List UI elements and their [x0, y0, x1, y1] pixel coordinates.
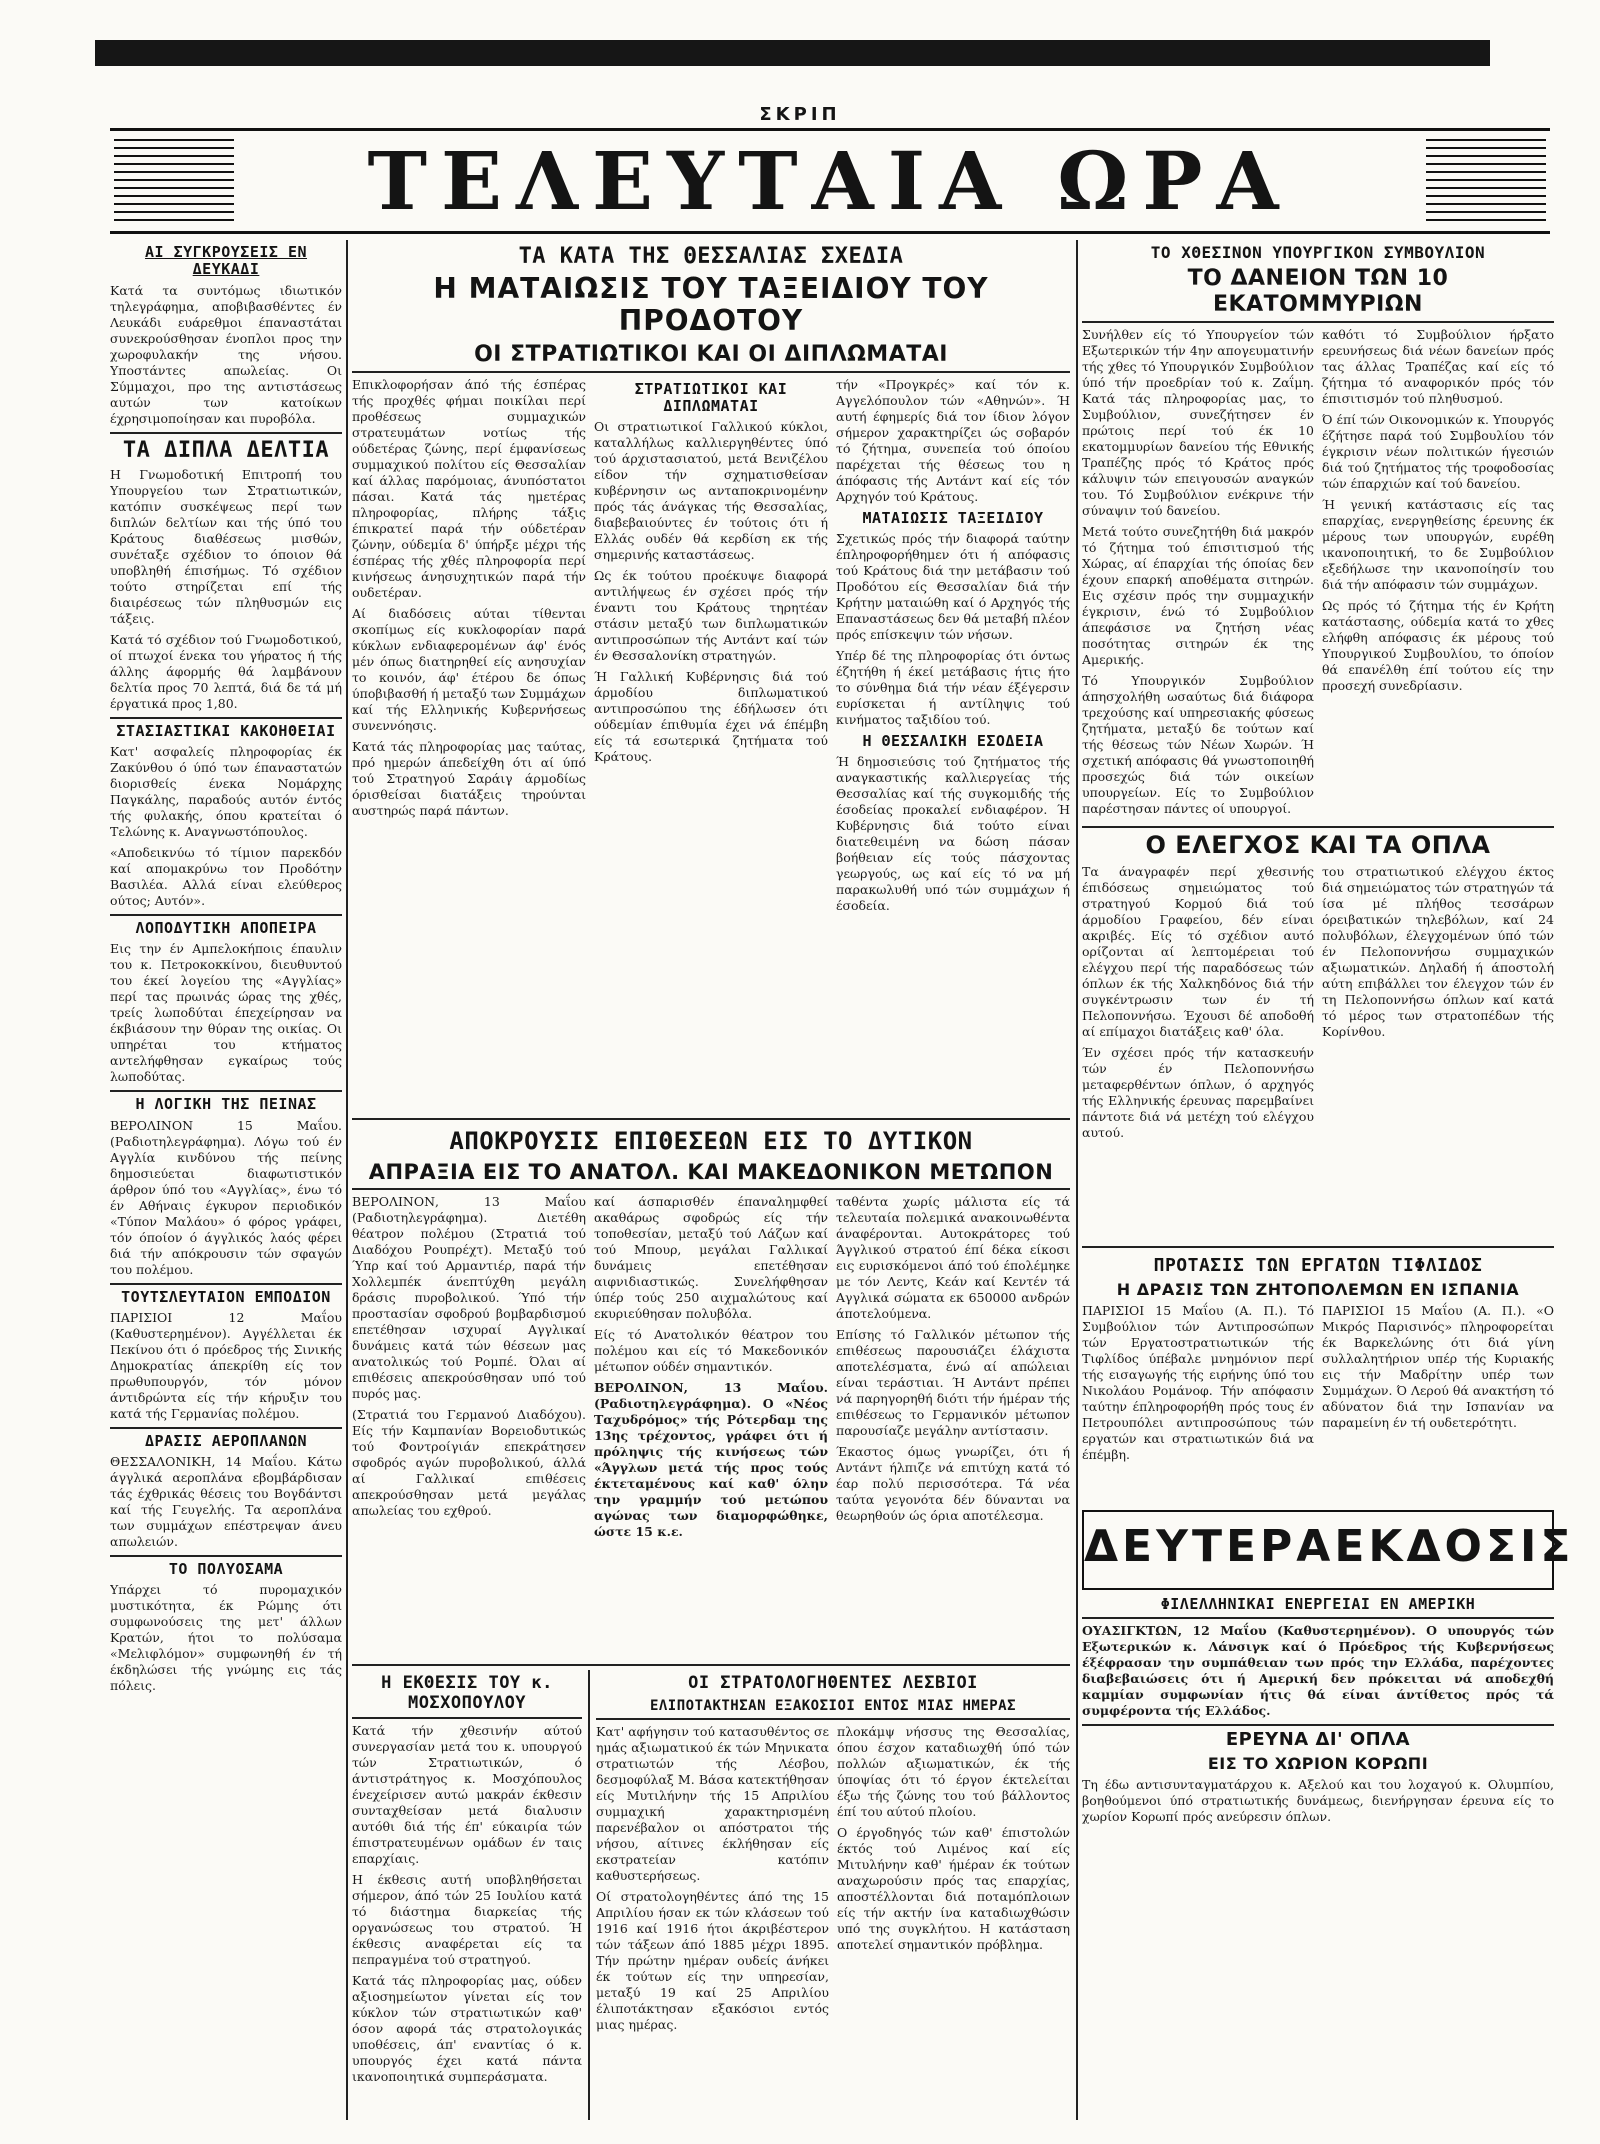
article-text: Έκαστος όμως γνωρίζει, ότι ή Αντάντ ήλπιζε νά επιτύχη κατά τό έαρ πολύ περισσότερα. Τά νέα ταύτα γεγονότα δέν δύνανται να θεωρηθούν ώς όρια αποτέλεσμα.: [836, 1443, 1070, 1523]
divider: [1082, 826, 1554, 828]
divider: [352, 1664, 1070, 1666]
article-headline: ΤΑ ΔΙΠΛΑ ΔΕΛΤΙΑ: [122, 437, 330, 463]
article-text: Κατ' αφήγησιν τού κατασυθέντος σε ημάς αξιωματικού έκ τών Μηνικατα στρατιωτών τής Λέσβου, δεσμοφύλαξ Μ. Βάσα κατεκτήθησαν είς Μυτιλήνην τής 15 Απριλίου συμμαχική χαρακτηρισμένη παρενέβαλον οι απόστρατοι τής νήσου, αίτινες έκλήθησαν είς εκστρατείαν κατόπιν καθυστερήσεως.: [596, 1723, 829, 1883]
article-text: Η έκθεσις αυτή υποβληθήσεται σήμερον, άπό τών 25 Ιουλίου κατά τό διάστημα διαρκείας τής οργανώσεως του στρατού. Ή έκθεσις αναφέρεται είς τα πεπραγμένα τού στρατηγού.: [352, 1872, 582, 1968]
subcolumn: [352, 377, 586, 920]
column-center-bottom-right: [596, 1670, 1070, 2120]
article-text: καθότι τό Συμβούλιον ήρξατο ερευνήσεως διά νέων δανείων πρός τας άλλας Τραπέζας καί είς τό ζήτημα τό αναφορικόν πρός τόν έπισιτισμόν τού πληθυσμού.: [1322, 326, 1554, 406]
article-text: Υπέρ δέ της πληροφορίας ότι όντως έζητήθη ή έκεί μετάβασις ήτις ήτο το σύνθημα διά τήν νέαν έξέγερσιν ευρίσκεται ή αντίληψις τού κινήματος ταξιδίου τού.: [836, 648, 1070, 728]
banner-ornament-right: [1426, 139, 1546, 221]
divider: [352, 1717, 582, 1719]
masthead-black-bar: [95, 40, 1490, 66]
article-text: Ως πρός τό ζήτημα τής έν Κρήτη κατάστασης, ούδεμία κατά το χθες ελήφθη απόφασις έκ μέρους τού Υπουργικού Συμβουλίου, το όποίον θά επανέλθη έπί τούτου είς την προσεχή συνεδρίασιν.: [1322, 597, 1554, 693]
article-text: Είς τό Ανατολικόν θέατρον του πολέμου και είς τό Μακεδονικόν μέτωπον ούδέν σημαντικόν.: [594, 1326, 828, 1374]
article-kicker: ΤΟ ΧΘΕΣΙΝΟΝ ΥΠΟΥΡΓΙΚΟΝ ΣΥΜΒΟΥΛΙΟΝ: [1150, 243, 1486, 262]
subcolumn: [596, 1724, 829, 2038]
article-headline: ΕΡΕΥΝΑ ΔΙ' ΟΠΛΑ: [1225, 1729, 1411, 1751]
divider: [1082, 1724, 1554, 1726]
subcolumn: [1082, 1303, 1314, 1468]
divider: [110, 1427, 342, 1429]
article-text: Ό έπί τών Οικονομικών κ. Υπουργός έζήτησε παρά τού Συμβουλίου τόν έγκρισιν νέων πολιτικών ήγεσιών διά τού ζητήματος τής τροφοδοσίας τών έπαρχιών καί τού δανείου.: [1322, 411, 1554, 491]
article-text: πλοκάμψ νήσσυς της Θεσσαλίας, όπου έσχον καταδιωχθή ύπό τών πολλών αξιωματικών, έκ τής ύποψίας ότι τό έργον έκτελείται έξω τής ζώνης του τού βάλλοντος έπί του αύτού πλοίου.: [837, 1723, 1070, 1819]
article-text: Κατ' ασφαλείς πληροφορίας έκ Ζακύνθου ό ύπό των έπαναστατών διορισθείς ένεκα Νομάρχης Παγκάλης, παραδούς αυτόν έντός τής φυλακής, όπου κρατείται ό Τελώνης κ. Αναγνωστόπουλος.: [110, 744, 342, 840]
article-text: Κατά τάς πληροφορίας μας, ούδεν αξιοσημείωτον γίνεται είς τον κύκλον τών στρατιωτικών καθ' όσον αφορά τάς στρατολογικάς υποθέσεις, άπ' εναντίας ό κ. υπουργός έχει κατά πάντα ικανοποιητικά συμπεράσματα.: [352, 1973, 582, 2085]
subcolumn: [836, 377, 1070, 920]
column-right-top: [1082, 240, 1554, 1240]
subcolumn: [594, 377, 828, 920]
article-headline: ΤΟ ΠΟΛΥΟΣΑΜΑ: [168, 1560, 284, 1579]
three-subcolumns: [352, 377, 1070, 920]
subcolumn: [1082, 864, 1314, 1146]
divider: [1082, 321, 1554, 323]
article-text: τήν «Προγκρές» καί τόν κ. Αγγελόπουλον τών «Αθηνών». Ή αυτή έφημερίς διά τον ίδιον λόγον σήμερον χαρακτηρίζει ώς σοβαρόν τό ζήτημα, συνεπεία τού όποίου παρέχεται τής θέσεως του η άπόφασις τής Αντάντ καί είς τόν Αρχηγόν τού Κράτους.: [836, 376, 1070, 504]
article-text: Επίσης τό Γαλλικόν μέτωπον τής επιθέσεως παρουσιάζει έλάχιστα αποτελέσματα, ένώ αί απώλειαι είναι τεράστιαι. Ή Αντάντ πρέπει νά παρηγορηθή διότι τήν ήμέραν τής επιθέσεως το Γερμανικόν μέτωπον παρουσίαζε μεγάλην αντίστασιν.: [836, 1326, 1070, 1438]
column-rule: [1076, 240, 1078, 2120]
article-subhead: ΑΠΡΑΞΙΑ ΕΙΣ ΤΟ ΑΝΑΤΟΛ. ΚΑΙ ΜΑΚΕΔΟΝΙΚΟΝ ΜΕΤΩΠΟΝ: [368, 1159, 1054, 1184]
article-text: ΘΕΣΣΑΛΟΝΙΚΗ, 14 Μαΐου. Κάτω άγγλικά αεροπλάνα εβομβάρδισαν τάς έχθρικάς θέσεις του Βογδάντσι καί τής Γευγελής. Τα αεροπλάνα των συμμάχων επέστρεψαν άνευ απωλειών.: [110, 1454, 342, 1550]
article-text: Ή δημοσιεύσις τού ζητήματος τής αναγκαστικής καλλιεργείας τής Θεσσαλίας καί τής συγκομιδής τής έσοδείας προκαλεί ενδιαφέρον. Ή Κυβέρνησις διά τούτο είναι διατεθειμένη να δώση πάσαν βοήθειαν είς τούς πάσχοντας γεωργούς, ως καί είς τό να μή παρακωλυθή υπό τών συμμάχων ή έσοδεία.: [836, 754, 1070, 914]
article-headline: ΛΟΠΟΔΥΤΙΚΗ ΑΠΟΠΕΙΡΑ: [135, 919, 317, 938]
second-edition-box: [1082, 1510, 1575, 1590]
section-banner: [110, 128, 1550, 234]
divider: [352, 1118, 1070, 1120]
column-center-middle: [352, 1124, 1070, 1660]
article-text: Εις την έν Αμπελοκήποις έπαυλιν του κ. Πετροκοκκίνου, διευθυντού του έκεί λογείου της «Αγγλίας» περί τας πρωινάς ώρας της χθές, τρείς λωποδύται έπεχείρησαν να έκβιάσουν την θύραν της οικίας. Οι υπηρέται του κτήματος αντελήφθησαν εγκαίρως τούς λωποδύτας.: [110, 941, 342, 1085]
article-headline: Η ΕΚΘΕΣΙΣ ΤΟΥ κ. ΜΟΣΧΟΠΟΥΛΟΥ: [381, 1673, 553, 1713]
article-text: Κατά τα συντόμως ιδιωτικόν τηλεγράφημα, αποβιβασθέντες έν Λευκάδι ευάρεθμοι έπαναστάται συνεκρούσθησαν ένοπλοι προς την χωροφυλακήν της νήσου. Υποστάντες απωλείας. Οι Σύμμαχοι, προ της αντιστάσεως αυτών των κατοίκων έχρησιμοποίησαν και πυροβόλα.: [110, 282, 342, 426]
subcolumn: [594, 1194, 828, 1545]
divider: [110, 432, 342, 434]
banner-ornament-left: [114, 139, 234, 221]
article-text: ΟΥΑΣΙΓΚΤΩΝ, 12 Μαΐου (Καθυστερημένον). Ο υπουργός τών Εξωτερικών κ. Λάνσιγκ καί ό Πρόεδρος τής Κυβερνήσεως έξέφρασαν την συμπάθειαν των πρός την Ελλάδα, παρέχοντες διαβεβαιώσεις ότι ή Αμερική δεν πρόκειται νά αποδεχθή καμμίαν συμφωνίαν ήτις θά είναι άντίθετος πρός τά συμφέροντα τής Ελλάδος.: [1082, 1623, 1554, 1719]
three-subcolumns: [352, 1194, 1070, 1545]
article-text: «Αποδεικνύω τό τίμιον παρεκδόν καί απομακρύνω τον Προδότην Βασιλέα. Αλλά είναι ελεύθερος ούτος; Αυτόν».: [110, 845, 342, 909]
column-rule: [588, 1670, 590, 2120]
article-subhead: ΕΙΣ ΤΟ ΧΩΡΙΟΝ ΚΟΡΩΠΙ: [1207, 1753, 1429, 1773]
column-right-bottom: [1082, 1592, 1554, 2120]
divider: [1082, 1246, 1554, 1248]
article-text: ΠΑΡΙΣΙΟΙ 15 Μαΐου (Α. Π.). Τό Συμβούλιον τών Αντιπροσώπων τών Εργατοστρατιωτικών τής Τιφλίδος ύπέβαλε μνημόνιον περί τής εισαγωγής τής ειρήνης ύπό του Νικολάου Ρομάνοφ. Τήν απόφασιν ταύτην έπληροφορήθη πρός τους έν Πετρουπόλει αντιπροσώπους τών εργατών και στρατιωτικών διά να έπέμβη.: [1082, 1303, 1314, 1463]
two-subcolumns: [1082, 864, 1554, 1146]
two-subcolumns: [1082, 1303, 1554, 1468]
article-text: Τα άναγραφέν περί χθεσινής έπιδόσεως σημειώματος τού στρατηγού Κορμού διά τού άρμοδίου Γραφείου, δέν είναι ακριβές. Είς τό σχέδιον αυτό ορίζονται αί λεπτομέρειαι τού ελέγχου περί τής παραδόσεως τών όπλων έκ τής Χαλκηδόνος διά τήν συγκέντρωσιν των έν τή Πελοποννήσω. Έχουσι δέ αποδοθή αί επίμαχοι διατάξεις καθ' όλα.: [1082, 863, 1314, 1039]
article-text: Τό Υπουργικόν Συμβούλιον άπησχολήθη ωσαύτως διά διάφορα τρεχούσης καί υπηρεσιακής φύσεως ζητήματα, μεταξύ δε τούτων καί τής θέσεως τών Νέων Χωρών. Ή σχετική απόφασις θά γνωστοποιηθή προσεχώς διά τών οικείων υπουργείων. Είς το Συμβούλιον παρέστησαν πάντες οί υπουργοί.: [1082, 672, 1314, 816]
article-text: Ή γενική κατάστασις είς τας επαρχίας, ενεργηθείσης έρευνης έκ μέρους των υπουργών, ευρέθη ικανοποιητική, το δε Συμβούλιον εξεδήλωσε την ικανοποίησίν του διά τήν απόφασιν τών συμμάχων.: [1322, 496, 1554, 592]
article-text: Κατά τήν χθεσινήν αύτού συνεργασίαν μετά του κ. υπουργού τών Στρατιωτικών, ό άντιστράτηγος κ. Μοσχόπουλος ένεχείρισεν αυτώ μακράν έκθεσιν συνταχθείσαν μετά διαλυσιν αυτόθι διά τής έπ' εύκαιρία τών έπιστρατευμένων ομάδων έν ταις επαρχίαις.: [352, 1723, 582, 1867]
divider: [1082, 1617, 1554, 1619]
article-headline: Η ΛΟΓΙΚΗ ΤΗΣ ΠΕΙΝΑΣ: [135, 1095, 317, 1114]
article-subhead: ΟΙ ΣΤΡΑΤΙΩΤΙΚΟΙ ΚΑΙ ΟΙ ΔΙΠΛΩΜΑΤΑΙ: [474, 341, 948, 367]
article-text: του στρατιωτικού ελέγχου έκτος διά σημειώματος τών στρατηγών τά ίσα μέ πλήθος τεσσάρων όρειβατικών τηλεβόλων, καί 24 πολυβόλων, έλεγχομένων ύπό τών έν Πελοποννήσω συμμαχικών αξιωματικών. Δηλαδή ή άποστολή αύτη επιβάλλει τον έλεγχον τών έν τη Πελοποννήσω όπλων καί κατά τό μέρος των στρατοπέδων τής Κορίνθου.: [1322, 863, 1554, 1039]
subcolumn: [1322, 1303, 1554, 1468]
section-headline: ΜΑΤΑΙΩΣΙΣ ΤΑΞΕΙΔΙΟΥ: [862, 508, 1044, 527]
article-text: Υπάρχει τό πυρομαχικόν μυστικότητα, έκ Ρώμης ότι συμφωνούσεις της μετ' άλλων Κρατών, ήτοι το πολύσαμα «Μελιφλόμον» συμφωνηθή έν τή έκδηλώσει τής γνώμης εις τάς πόλεις.: [110, 1582, 342, 1694]
column-left: [110, 240, 342, 2120]
article-text: Σχετικώς πρός τήν διαφορά ταύτην έπληροφορήθημεν ότι ή απόφασις τού Κράτους διά την μετάβασιν τού Προδότου είς Θεσσαλίαν διά τήν Κρήτην ματαιώθη καί ό Αρχηγός τής Επαναστάσεως δεν θά μεταβή πλέον πρός επίσκεψιν τών νήσων.: [836, 531, 1070, 643]
section-headline: ΣΤΡΑΤΙΩΤΙΚΟΙ ΚΑΙ ΔΙΠΛΩΜΑΤΑΙ: [634, 379, 788, 416]
subcolumn: [352, 1194, 586, 1545]
paper-name: ΣΚΡΙΠ: [759, 104, 841, 125]
article-headline: ΠΡΟΤΑΣΙΣ ΤΩΝ ΕΡΓΑΤΩΝ ΤΙΦΛΙΔΟΣ: [1153, 1255, 1483, 1276]
article-text: (Στρατιά του Γερμανού Διαδόχου). Είς τήν Καμπανίαν Βορειοδυτικώς τού Φοντροίγιάν επεκράτησεν σφοδρός αγών πυροβολικού, άλλά αί Γαλλικαί επιθέσεις απεκρούσθησαν μετά μεγάλας απωλείας του εχθρού.: [352, 1406, 586, 1518]
article-text: ΒΕΡΟΛΙΝΟΝ, 13 Μαΐου (Ραδιοτηλεγράφημα). Διετέθη θέατρον πολέμου (Στρατιά τού Διαδόχου Ρουπρέχτ). Μεταξύ τού Ύπρ καί τού Αρμαντιέρ, παρά τήν Χολλεμπέκ άνεπτύχθη μεγάλη δράσις πυροβολικού. Ύπό τήν προστασίαν σφοδρού βομβαρδισμού επετέθησαν ισχυραί Αγγλικαί δυνάμεις κατά τών θέσεων μας ανατολικώς τού Ρομπέ. Όλαι αί επιθέσεις απεκρούσθησαν υπό τού πυρός μας.: [352, 1193, 586, 1401]
subcolumn: [1322, 864, 1554, 1146]
divider: [596, 1718, 1070, 1720]
divider: [352, 371, 1070, 373]
article-text: Κατά τό σχέδιον τού Γνωμοδοτικού, οί πτωχοί ένεκα του γήρατος ή τής άλλης άφορμής θά λαμβάνουν δελτία προς 70 λεπτά, διά δε τά μή έργατικά προς 1,80.: [110, 631, 342, 711]
article-text: Τη έδω αντισυνταγματάρχου κ. Αξελού και του λοχαγού κ. Ολυμπίου, βοηθούμενοι ύπό στρατιωτικής δυνάμεως, διενήργησαν έρευνα είς το χωρίον Κορωπί πρός ανεύρεσιν όπλων.: [1082, 1777, 1554, 1825]
article-text: Συνήλθεν είς τό Υπουργείον τών Εξωτερικών τήν 4ην απογευματινήν τής χθες τό Υπουργικόν Συμβούλιον ύπό τήν προεδρίαν τού κ. Ζαΐμη. Κατά τάς πληροφορίας μας, το Συμβούλιον, συνεζήτησεν έν πρώτοις περί τού έκ 10 εκατομμυρίων δανείου τής Εθνικής Τραπέζης πρός τό Κράτος πρός κάλυψιν τών επειγουσών αναγκών του. Τό Συμβούλιον ενέκρινε τήν σύναψιν τού δανείου.: [1082, 326, 1314, 518]
article-subhead: ΕΛΙΠΟΤΑΚΤΗΣΑΝ ΕΞΑΚΟΣΙΟΙ ΕΝΤΟΣ ΜΙΑΣ ΗΜΕΡΑΣ: [649, 1697, 1017, 1714]
article-headline: ΤΟ ΔΑΝΕΙΟΝ ΤΩΝ 10 ΕΚΑΤΟΜΜΥΡΙΩΝ: [1187, 266, 1449, 317]
article-headline: ΣΤΑΣΙΑΣΤΙΚΑΙ ΚΑΚΟΗΘΕΙΑΙ: [116, 721, 336, 740]
article-subhead: Η ΔΡΑΣΙΣ ΤΩΝ ΖΗΤΟΠΟΛΕΜΩΝ ΕΝ ΙΣΠΑΝΙΑ: [1116, 1279, 1520, 1299]
article-text: Οι στρατιωτικοί Γαλλικού κύκλοι, καταλλήλως καλλιεργηθέντες ύπό τού άρχιστασιατού, μετά Βενιζέλου είδον τήν σχηματισθείσαν κυβέρνησιν ως ανταποκρινομένην πρός τάς άνάγκας τής Θεσσαλίας, διαβεβαιούντες έν τούτοις ότι ή Ελλάς ουδέν θά κερδίση εκ τής σημερινής καταστάσεως.: [594, 419, 828, 563]
article-headline: ΦΙΛΕΛΛΗΝΙΚΑΙ ΕΝΕΡΓΕΙΑΙ ΕΝ ΑΜΕΡΙΚΗ: [1160, 1595, 1476, 1613]
divider: [352, 1188, 1070, 1190]
subcolumn: [1322, 327, 1554, 822]
column-right-middle: [1082, 1252, 1554, 1504]
article-text: Έν σχέσει πρός τήν κατασκευήν τών έν Πελοποννήσω μεταφερθέντων όπλων, ό αρχηγός τής Ελληνικής έρευνας παρεμβαίνει πάντοτε διά νά μετέχη τού ελέγχου αυτού.: [1082, 1044, 1314, 1140]
article-headline: ΑΠΟΚΡΟΥΣΙΣ ΕΠΙΘΕΣΕΩΝ ΕΙΣ ΤΟ ΔΥΤΙΚΟΝ: [449, 1127, 973, 1155]
article-text: ΒΕΡΟΛΙΝΟΝ, 13 Μαΐου. (Ραδιοτηλεγράφημα). Ο «Νέος Ταχυδρόμος» τής Ρότερδαμ της 13ης τρέχοντος, γράφει ότι ή πρόληψις τής κινήσεως τών «Άγγλων μετά τής προς τούς έκτεταμένους καί καθ' όλην την γραμμήν τού μετώπου αγώνας των διαμορφώθηκε, ώστε 15 κ.ε.: [594, 1379, 828, 1539]
article-text: ΠΑΡΙΣΙΟΙ 15 Μαΐου (Α. Π.). «Ο Μικρός Παρισινός» πληροφορείται έκ Βαρκελώνης ότι διά γίνη συλλαλητήριον υπέρ τής Κυριακής εις τήν Μαδρίτην υπέρ των Συμμάχων. Ό Λερού θά ανακτήση τό αδύνατον διά την Ισπανίαν να παραμείνη έν τή ουδετερότητι.: [1322, 1303, 1554, 1431]
article-text: Ως έκ τούτου προέκυψε διαφορά αντιλήψεως έν σχέσει πρός τήν έναντι του Κράτους τηρητέαν στάσιν μεταξύ των διπλωματικών αντιπροσώπων τής Αντάντ καί τών έν Θεσσαλονίκη στρατηγών.: [594, 568, 828, 664]
article-text: Κατά τάς πληροφορίας μας ταύτας, πρό ημερών άπεδείχθη ότι αί ύπό τού Στρατηγού Σαράιγ άρμοδίως όρισθείσαι διατάξεις τηρούνται αυστηρώς παρά πάντων.: [352, 738, 586, 818]
article-text: Ή Γαλλική Κυβέρνησις διά τού άρμοδίου διπλωματικού αντιπροσώπου της έδήλωσεν ότι ούδεμίαν έπιθυμία έχει νά έπέμβη είς τά εσωτερικά ζητήματα τού Κράτους.: [594, 669, 828, 765]
article-headline: ΟΙ ΣΤΡΑΤΟΛΟΓΗΘΕΝΤΕΣ ΛΕΣΒΙΟΙ: [688, 1673, 978, 1693]
divider: [110, 914, 342, 916]
two-subcolumns: [1082, 327, 1554, 822]
article-kicker: ΤΑ ΚΑΤΑ ΤΗΣ ΘΕΣΣΑΛΙΑΣ ΣΧΕΔΙΑ: [518, 244, 904, 269]
article-text: Η Γνωμοδοτική Επιτροπή του Υπουργείου των Στρατιωτικών, κατόπιν συσκέψεως περί των διπλών δελτίων και τής ύπό του Κράτους διαθέσεως μισθών, συνέταξε σχέδιον το όποιον θά υποβληθή έπισήμως. Τό σχέδιον τούτο στηρίζεται επί τής διαιρέσεως τών πληθυσμών εις τάξεις.: [110, 466, 342, 626]
article-text: καί άσπαρισθέν έπαναλημφθεί ακαθάρως σφοδρώς είς τήν τοποθεσίαν, μεταξύ τού Λάζων καί τού Μπουρ, μεγάλαι Γαλλικαί δυνάμεις επετέθησαν αιφνιδιαστικώς. Συνελήφθησαν ύπέρ τούς 250 αιχμαλώτους καί εκυριεύθησαν πολυβόλα.: [594, 1193, 828, 1321]
divider: [110, 1090, 342, 1092]
column-center-top: [352, 240, 1070, 1120]
subcolumn: [837, 1724, 1070, 2038]
article-text: Οί στρατολογηθέντες άπό της 15 Απριλίου ήσαν εκ τών κλάσεων τού 1916 καί 1916 ήτοι άκριβέστερον τών τάξεων άπό 1885 μέχρι 1895. Τήν πρώτην ημέραν ουδείς άνήκει έκ τούτων είς την υπηρεσίαν, μεταξύ 19 καί 25 Απριλίου έλιποτάκτησαν εξακόσιοι εντός μιας ημέρας.: [596, 1888, 829, 2032]
article-headline: ΔΡΑΣΙΣ ΑΕΡΟΠΛΑΝΩΝ: [144, 1431, 308, 1450]
subcolumn: [1082, 327, 1314, 822]
section-headline: Η ΘΕΣΣΑΛΙΚΗ ΕΣΟΔΕΙΑ: [862, 732, 1044, 751]
article-text: Μετά τούτο συνεζητήθη διά μακρόν τό ζήτημα τού έπισιτισμού τής Χώρας, αί έπαρχίαι τής όποίας δεν έχουν επαρκή αποθέματα σιτηρών. Εις σχέσιν πρός την συμμαχικήν έγκρισιν, ένώ τό Συμβούλιον άπεφάσισε να ζητήση νέας ποσότητας σιτηρών έκ της Αμερικής.: [1082, 523, 1314, 667]
article-text: ΠΑΡΙΣΙΟΙ 12 Μαΐου (Καθυστερημένον). Αγγέλλεται έκ Πεκίνου ότι ό πρόεδρος τής Σινικής Δημοκρατίας άπεκρίθη είς τον πρωθυπουργόν, τόν μόνον άντιδρώντα είς τήν κήρυξιν του κατά τής Γερμανίας πολέμου.: [110, 1309, 342, 1421]
divider: [110, 717, 342, 719]
two-subcolumns: [596, 1724, 1070, 2038]
column-rule: [346, 240, 348, 2120]
article-text: Αί διαδόσεις αύται τίθενται σκοπίμως είς κυκλοφορίαν παρά κύκλων ενδιαφερομένων άφ' ένός μέν όπως διατηρηθεί είς ανησυχίαν το κοινόν, άφ' έτέρου δε όπως ύποβιβασθή ή μεταξύ των Συμμάχων καί τής Ελληνικής Κυβερνήσεως συνεννόησις.: [352, 605, 586, 733]
article-headline: ΤΟΥΤΣΛΕΥΤΑΙΟΝ ΕΜΠΟΔΙΟΝ: [121, 1287, 331, 1306]
article-text: Επικλοφορήσαν άπό τής έσπέρας τής προχθές φήμαι ποικίλαι περί προθέσεως συμμαχικών στρατευμάτων νοτίως τής ούδετέρας ζώνης, περί έμφανίσεως συμμαχικού πολίτου είς Θεσσαλίαν καί άλλας παρόμοιας, άνυπόστατοι πάσαι. Κατά τάς ημετέρας πληροφορίας, πλήρης τάξις έπικρατεί παρά τήν ούδετέραν ζώνην, ούδεμία δ' ύπήρξε μέχρι τής έσπέρας τής χθές πληροφορία περί κινήσεως άνησυχητικών παρά τήν ουδετέραν.: [352, 376, 586, 600]
article-text: Ο έργοδηγός τών καθ' έπιστολών έκτός τού Λιμένος καί είς Μιτυλήνην καθ' ήμέραν έκ τούτων αναχωρούσιν πρός τας επαρχίας, αποστέλλονται διά ποταμόπλοιων είς τήν ακτήν ίνα καταδιωχθώσιν υπό της συγκλήτου. Η κατάσταση αποτελεί σημαντικόν πρόβλημα.: [837, 1824, 1070, 1952]
divider: [110, 1283, 342, 1285]
article-text: ΒΕΡΟΛΙΝΟΝ 15 Μαΐου. (Ραδιοτηλεγράφημα). Λόγω τού έν Αγγλία κινδύνου τής πείνης δημοσιεύεται διαφωτιστικόν άρθρον ύπό του «Αγγλίας», ένω τό έν Αθήναις έγκυρον περιοδικόν «Τύπον Μαλάου» ό φόρος γράφει, τόν όποίον ό άγγλικός λαός φέρει διά τήν απόκρουσιν τών σφαγών του πολέμου.: [110, 1117, 342, 1277]
article-text: ταθέντα χωρίς μάλιστα είς τά τελευταία πολεμικά ανακοινωθέντα άναφέρονται. Αυτοκράτορες τού Άγγλικού στρατού έπί δέκα είκοσι εις ευρισκόμενοι άπό τού έπολέμηκε με τόν Λεντς, Κεάν καί Κεντέν τά Αγγλικά σώματα εκ 650000 ανδρών άποτελούμενα.: [836, 1193, 1070, 1321]
divider: [110, 1555, 342, 1557]
article-headline: ΑΙ ΣΥΓΚΡΟΥΣΕΙΣ ΕΝ ΔΕΥΚΑΔΙ: [144, 243, 308, 279]
article-headline: Ο ΕΛΕΓΧΟΣ ΚΑΙ ΤΑ ΟΠΛΑ: [1145, 830, 1491, 859]
subcolumn: [836, 1194, 1070, 1545]
second-edition-title: ΔΕΥΤΕΡΑΕΚΔΟΣΙΣ: [1084, 1521, 1575, 1572]
column-center-bottom-left: [352, 1670, 582, 2120]
article-headline: Η ΜΑΤΑΙΩΣΙΣ ΤΟΥ ΤΑΞΕΙΔΙΟΥ ΤΟΥ ΠΡΟΔΟΤΟΥ: [433, 272, 989, 338]
banner-title: ΤΕΛΕΥΤΑΙΑ ΩΡΑ: [367, 134, 1293, 228]
